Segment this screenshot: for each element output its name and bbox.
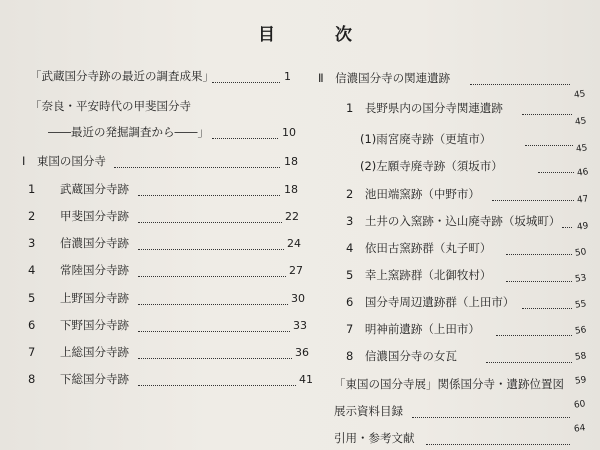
toc-entry[interactable] bbox=[334, 376, 564, 392]
leader-dots bbox=[138, 249, 284, 250]
toc-entry-title: 「武蔵国分寺跡の最近の調査成果」 bbox=[30, 69, 214, 83]
leader-dots bbox=[114, 167, 280, 168]
toc-entry[interactable] bbox=[346, 348, 457, 364]
toc-entry-title: 2 池田端窯跡（中野市） bbox=[346, 187, 480, 201]
leader-dots bbox=[562, 227, 572, 228]
toc-entry-number: 2 bbox=[28, 209, 36, 223]
leader-dots bbox=[138, 195, 280, 196]
toc-entry-title: 下野国分寺跡 bbox=[60, 318, 129, 332]
toc-entry-title: 信濃国分寺跡 bbox=[60, 236, 129, 250]
toc-entry[interactable] bbox=[360, 158, 503, 174]
toc-entry-page: 27 bbox=[289, 264, 303, 277]
toc-entry[interactable] bbox=[360, 131, 491, 147]
toc-entry[interactable] bbox=[28, 181, 129, 197]
leader-dots bbox=[496, 335, 572, 336]
leader-dots bbox=[138, 222, 282, 223]
toc-entry-page: 24 bbox=[287, 237, 301, 250]
toc-entry-page: 59 bbox=[574, 375, 588, 387]
toc-entry-page: 46 bbox=[576, 167, 590, 179]
leader-dots bbox=[538, 172, 574, 173]
toc-entry[interactable] bbox=[346, 294, 514, 310]
toc-entry-number: 8 bbox=[28, 372, 36, 386]
title-char-1: 目 bbox=[258, 25, 277, 45]
toc-entry-page: 50 bbox=[574, 247, 588, 259]
toc-entry[interactable] bbox=[346, 321, 480, 337]
toc-entry-page: 41 bbox=[299, 373, 313, 386]
toc-entry-title: 7 明神前遺跡（上田市） bbox=[346, 322, 480, 336]
toc-entry-title: 8 信濃国分寺の女瓦 bbox=[346, 349, 457, 363]
toc-entry-title: 3 土井の入窯跡・込山廃寺跡（坂城町） bbox=[346, 214, 561, 228]
toc-entry-title: 甲斐国分寺跡 bbox=[60, 209, 129, 223]
toc-entry-number: 4 bbox=[28, 263, 36, 277]
leader-dots bbox=[506, 281, 572, 282]
toc-entry-title: 6 国分寺周辺遺跡群（上田市） bbox=[346, 295, 515, 309]
leader-dots bbox=[212, 138, 278, 139]
toc-entry-page: 45 bbox=[574, 116, 588, 128]
toc-entry-page: 49 bbox=[576, 221, 590, 233]
toc-entry-page: 56 bbox=[574, 325, 588, 337]
toc-entry-page: 18 bbox=[284, 183, 298, 196]
toc-entry-page: 36 bbox=[295, 346, 309, 359]
toc-entry-number: 3 bbox=[28, 236, 36, 250]
toc-entry[interactable] bbox=[334, 403, 403, 419]
leader-dots bbox=[506, 254, 572, 255]
leader-dots bbox=[426, 444, 570, 445]
toc-entry-page: 10 bbox=[282, 126, 296, 139]
toc-entry-page: 64 bbox=[573, 423, 587, 435]
toc-entry-number: 6 bbox=[28, 318, 36, 332]
toc-entry-page: 30 bbox=[291, 292, 305, 305]
toc-entry-title: Ⅱ 信濃国分寺の関連遺跡 bbox=[318, 71, 451, 85]
page-title bbox=[258, 20, 354, 45]
leader-dots bbox=[492, 200, 574, 201]
toc-entry-title: 下総国分寺跡 bbox=[60, 372, 129, 386]
toc-entry-page: 33 bbox=[293, 319, 307, 332]
leader-dots bbox=[212, 82, 280, 83]
toc-entry-page: 53 bbox=[574, 273, 588, 285]
toc-entry-title: 引用・参考文献 bbox=[334, 431, 415, 445]
toc-entry-title: 1 長野県内の国分寺関連遺跡 bbox=[346, 101, 503, 115]
toc-entry-page: 47 bbox=[576, 194, 590, 206]
toc-entry-title: 4 依田古窯跡群（丸子町） bbox=[346, 241, 492, 255]
toc-entry-page: 58 bbox=[574, 351, 588, 363]
leader-dots bbox=[522, 114, 572, 115]
leader-dots bbox=[138, 276, 286, 277]
leader-dots bbox=[522, 308, 572, 309]
toc-entry[interactable] bbox=[28, 344, 129, 360]
toc-entry[interactable] bbox=[28, 262, 129, 278]
toc-entry-title: (2)左願寺廃寺跡（須坂市） bbox=[360, 159, 503, 173]
toc-entry-page: 22 bbox=[285, 210, 299, 223]
toc-entry[interactable] bbox=[30, 68, 214, 84]
toc-entry-title: 「東国の国分寺展」関係国分寺・遺跡位置図 bbox=[334, 377, 564, 391]
leader-dots bbox=[412, 417, 570, 418]
toc-entry[interactable] bbox=[318, 70, 450, 86]
title-char-2: 次 bbox=[335, 25, 354, 45]
toc-entry[interactable] bbox=[30, 98, 191, 114]
toc-entry-number: 5 bbox=[28, 291, 36, 305]
toc-entry-page: 18 bbox=[284, 155, 298, 168]
toc-entry-title: Ⅰ 東国の国分寺 bbox=[22, 154, 106, 168]
toc-entry[interactable] bbox=[28, 208, 129, 224]
leader-dots bbox=[470, 84, 570, 85]
toc-entry-page: 45 bbox=[573, 89, 587, 101]
toc-entry[interactable] bbox=[28, 290, 129, 306]
toc-entry-title: 上総国分寺跡 bbox=[60, 345, 129, 359]
toc-entry[interactable] bbox=[346, 100, 503, 116]
toc-entry[interactable] bbox=[28, 371, 129, 387]
toc-entry[interactable] bbox=[28, 235, 129, 251]
toc-entry-title: ――最近の発掘調査から――」 bbox=[48, 125, 209, 139]
toc-entry[interactable] bbox=[334, 430, 415, 446]
leader-dots bbox=[486, 362, 572, 363]
toc-entry[interactable] bbox=[28, 317, 129, 333]
toc-entry[interactable] bbox=[48, 124, 209, 140]
leader-dots bbox=[138, 304, 288, 305]
toc-entry-title: 武蔵国分寺跡 bbox=[60, 182, 129, 196]
toc-entry-page: 1 bbox=[284, 70, 291, 83]
toc-entry-page: 55 bbox=[574, 299, 588, 311]
toc-entry-title: (1)雨宮廃寺跡（更埴市） bbox=[360, 132, 492, 146]
toc-entry[interactable] bbox=[346, 240, 491, 256]
toc-entry-number: 7 bbox=[28, 345, 36, 359]
toc-entry[interactable] bbox=[346, 186, 480, 202]
leader-dots bbox=[525, 145, 573, 146]
toc-entry-title: 展示資料目録 bbox=[334, 404, 403, 418]
toc-entry[interactable] bbox=[22, 153, 106, 169]
leader-dots bbox=[138, 385, 296, 386]
toc-entry-number: 1 bbox=[28, 182, 36, 196]
toc-entry-title: 常陸国分寺跡 bbox=[60, 263, 129, 277]
toc-entry[interactable] bbox=[346, 213, 560, 229]
toc-entry-page: 60 bbox=[573, 399, 587, 411]
toc-entry-title: 5 幸上窯跡群（北御牧村） bbox=[346, 268, 492, 282]
toc-entry-title: 「奈良・平安時代の甲斐国分寺 bbox=[30, 99, 191, 113]
toc-entry[interactable] bbox=[346, 267, 491, 283]
leader-dots bbox=[138, 331, 290, 332]
toc-entry-page: 45 bbox=[575, 143, 589, 155]
toc-entry-title: 上野国分寺跡 bbox=[60, 291, 129, 305]
leader-dots bbox=[138, 358, 292, 359]
